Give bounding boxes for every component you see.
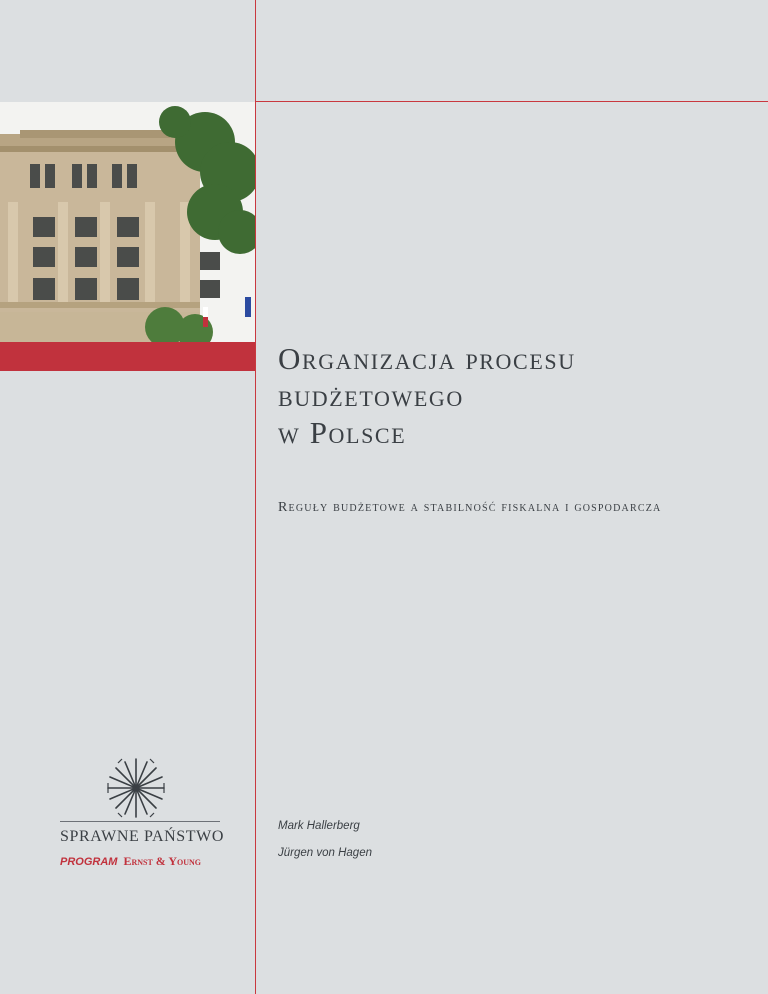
government-building-photo: [0, 102, 255, 342]
vertical-guide-line: [255, 0, 256, 994]
red-accent-band: [0, 342, 255, 371]
cover-title: [278, 340, 748, 451]
title-line-2: budżetowego: [278, 378, 464, 413]
logo-divider: [60, 821, 220, 822]
sprawne-panstwo-logo: [60, 757, 225, 872]
program-label: PROGRAM: [60, 856, 118, 868]
author-name: Jürgen von Hagen: [278, 847, 372, 859]
author-list: [278, 820, 372, 874]
logo-name: SPRAWNE PAŃSTWO: [60, 828, 225, 845]
cover-subtitle: Reguły budżetowe a stabilność fiskalna i gospodarcza: [278, 500, 662, 515]
logo-program-line: [60, 854, 230, 869]
sponsor-name: Ernst & Young: [123, 854, 202, 868]
horizontal-guide-line: [255, 101, 768, 102]
author-name: Mark Hallerberg: [278, 820, 360, 832]
title-line-3: w Polsce: [278, 415, 407, 450]
title-line-1: Organizacja procesu: [278, 341, 576, 376]
starburst-logo-icon: [106, 757, 166, 819]
